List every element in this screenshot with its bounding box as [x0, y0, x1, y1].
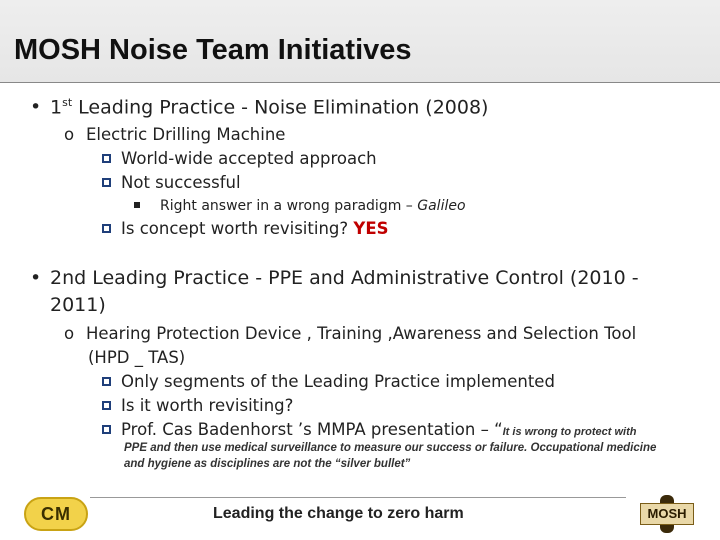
circle-bullet-icon: o — [64, 324, 75, 343]
bullet-dot-icon: • — [30, 267, 42, 289]
square-bullet-icon — [102, 377, 111, 386]
list-item-label: World-wide accepted approach — [121, 149, 377, 168]
section1-sub-item — [64, 125, 285, 144]
list-item — [102, 173, 241, 192]
section1-detail — [134, 198, 466, 214]
section2-sub-item — [64, 324, 636, 343]
slide-title: MOSH Noise Team Initiatives — [14, 34, 412, 66]
section1-question-text: Is concept worth revisiting? — [121, 219, 354, 238]
square-bullet-icon — [102, 178, 111, 187]
section2-heading-line1: 2nd Leading Practice - PPE and Administrative Control (2010 - — [50, 267, 639, 289]
mosh-logo — [640, 495, 694, 533]
section2-quote-lead-text: Prof. Cas Badenhorst ’s MMPA presentation – “ — [121, 420, 503, 439]
list-item — [102, 396, 293, 415]
section2-heading — [30, 267, 639, 289]
section1-detail-text: Right answer in a wrong paradigm – — [160, 198, 418, 214]
section1-heading-text: Leading Practice - Noise Elimination (2008) — [72, 96, 489, 119]
section1-question — [102, 219, 389, 238]
footer-tagline: Leading the change to zero harm — [213, 505, 464, 522]
square-bullet-icon — [102, 224, 111, 233]
square-bullet-icon — [102, 425, 111, 434]
filled-square-bullet-icon — [134, 202, 140, 208]
cm-logo — [24, 497, 88, 531]
section2-sub-item-line1: Hearing Protection Device , Training ,Awareness and Selection Tool — [86, 324, 637, 343]
list-item-label: Is it worth revisiting? — [121, 396, 294, 415]
section1-question-answer: YES — [353, 219, 389, 238]
section2-quote-lead — [102, 420, 636, 439]
list-item — [102, 372, 555, 391]
section1-heading-sup: st — [62, 96, 73, 109]
section1-detail-italic: Galileo — [417, 198, 466, 214]
title-bar — [0, 0, 720, 83]
section2-quote-body: PPE and then use medical surveillance to measure our success or failure. Occupational medicine and hygiene as disciplines are not the “silver bullet” — [124, 442, 657, 470]
bullet-dot-icon: • — [30, 96, 42, 119]
mosh-logo-text: MOSH — [647, 506, 687, 521]
section2-heading-line2: 2011) — [50, 294, 106, 316]
list-item-label: Only segments of the Leading Practice implemented — [121, 372, 555, 391]
cm-logo-text: CM — [41, 504, 71, 524]
section2-quote-start: It is wrong to protect with — [502, 426, 637, 438]
section2-sub-item-line2: (HPD _ TAS) — [88, 348, 186, 367]
square-bullet-icon — [102, 154, 111, 163]
list-item — [102, 149, 377, 168]
section1-heading-number: 1 — [50, 96, 63, 119]
square-bullet-icon — [102, 401, 111, 410]
circle-bullet-icon: o — [64, 125, 75, 144]
list-item-label: Not successful — [121, 173, 241, 192]
section1-sub-item-label: Electric Drilling Machine — [86, 125, 286, 144]
section1-heading — [30, 96, 488, 118]
